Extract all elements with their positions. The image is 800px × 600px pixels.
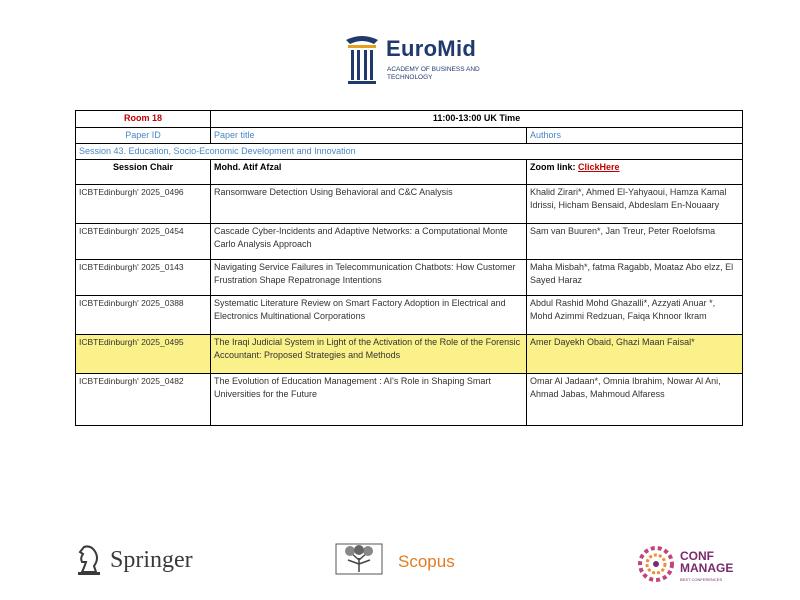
paper-row-highlighted <box>76 335 743 374</box>
paper-title-header: Paper title <box>211 128 527 144</box>
column-header-row <box>76 128 743 144</box>
zoom-link-label: Zoom link: <box>530 162 576 172</box>
paper-row <box>76 374 743 426</box>
paper-row <box>76 185 743 224</box>
session-title-row <box>76 144 743 160</box>
paper-id: ICBTEdinburgh' 2025_0482 <box>76 374 211 426</box>
session-schedule-table <box>75 110 743 426</box>
paper-row <box>76 296 743 335</box>
room-label: Room 18 <box>76 111 211 128</box>
paper-row <box>76 260 743 296</box>
paper-authors: Omar Al Jadaan*, Omnia Ibrahim, Nowar Al Ani, Ahmad Jabas, Mahmoud Alfaress <box>527 374 743 426</box>
paper-id: ICBTEdinburgh' 2025_0143 <box>76 260 211 296</box>
paper-row <box>76 224 743 260</box>
paper-title: The Iraqi Judicial System in Light of the Activation of the Role of the Forensic Accountant: Proposed Strategies and Methods <box>211 335 527 374</box>
paper-id: ICBTEdinburgh' 2025_0388 <box>76 296 211 335</box>
springer-logo <box>74 540 204 580</box>
paper-id: ICBTEdinburgh' 2025_0454 <box>76 224 211 260</box>
session-chair-row <box>76 160 743 185</box>
logo-tagline: ACADEMY OF BUSINESS AND TECHNOLOGY <box>387 66 480 81</box>
confmanage-logo <box>636 540 756 590</box>
logo-name: EuroMid <box>386 36 477 61</box>
session-time: 11:00-13:00 UK Time <box>211 111 743 128</box>
paper-authors: Amer Dayekh Obaid, Ghazi Maan Faisal* <box>527 335 743 374</box>
paper-id: ICBTEdinburgh' 2025_0495 <box>76 335 211 374</box>
paper-authors: Khalid Zirari*, Ahmed El-Yahyaoui, Hamza Kamal Idrissi, Hicham Bensaid, Abdeslam En-Nouaary <box>527 185 743 224</box>
pillar-icon <box>344 32 380 88</box>
paper-authors: Abdul Rashid Mohd Ghazalli*, Azzyati Anuar *, Mohd Azimmi Redzuan, Faiqa Khnoor Ikram <box>527 296 743 335</box>
session-title: Session 43. Education, Socio-Economic Development and Innovation <box>76 144 743 160</box>
confmanage-name: CONF MANAGE <box>680 549 734 575</box>
paper-title: The Evolution of Education Management : AI's Role in Shaping Smart Universities for the Future <box>211 374 527 426</box>
chess-knight-icon <box>74 542 104 576</box>
session-chair-name: Mohd. Atif Afzal <box>211 160 527 185</box>
zoom-link-cell <box>527 160 743 185</box>
paper-title: Navigating Service Failures in Telecommunication Chatbots: How Customer Frustration Shape Repatronage Intentions <box>211 260 527 296</box>
paper-title: Cascade Cyber-Incidents and Adaptive Networks: a Computational Monte Carlo Analysis Approach <box>211 224 527 260</box>
paper-authors: Sam van Buuren*, Jan Treur, Peter Roelofsma <box>527 224 743 260</box>
confmanage-tagline: BEST CONFERENCES <box>680 577 723 582</box>
zoom-link[interactable]: ClickHere <box>578 162 620 172</box>
session-chair-label: Session Chair <box>76 160 211 185</box>
paper-title: Ransomware Detection Using Behavioral and C&C Analysis <box>211 185 527 224</box>
tree-icon <box>334 542 384 576</box>
paper-authors: Maha Misbah*, fatma Ragabb, Moataz Abo elzz, El Sayed Haraz <box>527 260 743 296</box>
flower-icon <box>636 544 676 584</box>
authors-header: Authors <box>527 128 743 144</box>
paper-title: Systematic Literature Review on Smart Factory Adoption in Electrical and Electronics Multinational Corporations <box>211 296 527 335</box>
room-row <box>76 111 743 128</box>
scopus-logo <box>334 540 464 580</box>
scopus-name: Scopus <box>398 552 455 571</box>
paper-id: ICBTEdinburgh' 2025_0496 <box>76 185 211 224</box>
euromid-logo <box>344 30 484 90</box>
paper-id-header: Paper ID <box>76 128 211 144</box>
springer-name: Springer <box>110 547 193 573</box>
